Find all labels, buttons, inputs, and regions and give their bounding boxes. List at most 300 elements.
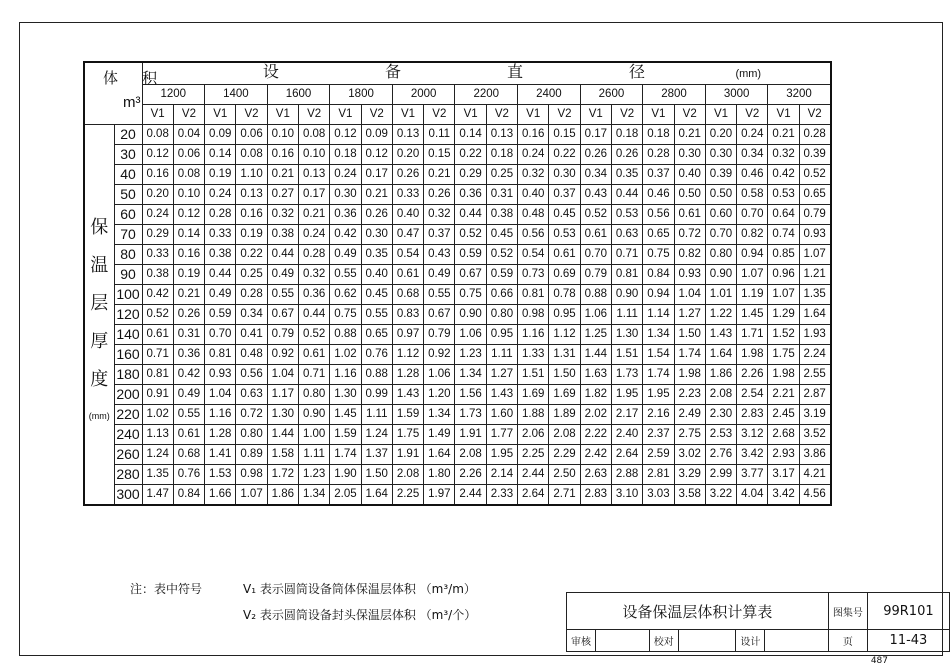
- volume-cell: 0.90: [298, 405, 329, 425]
- thickness-cell: 280: [114, 465, 142, 485]
- thickness-cell: 120: [114, 305, 142, 325]
- volume-cell: 0.27: [267, 185, 298, 205]
- v1-label-cell: V1: [330, 105, 361, 125]
- volume-cell: 0.61: [674, 205, 705, 225]
- volume-cell: 0.55: [424, 285, 455, 305]
- volume-cell: 1.41: [205, 445, 236, 465]
- volume-cell: 0.70: [580, 245, 611, 265]
- volume-cell: 0.88: [330, 325, 361, 345]
- volume-cell: 0.36: [330, 205, 361, 225]
- volume-cell: 1.04: [674, 285, 705, 305]
- volume-cell: 1.17: [267, 385, 298, 405]
- diameter-cell: 2800: [643, 85, 706, 105]
- volume-cell: 0.67: [455, 265, 486, 285]
- table-row: [84, 245, 831, 265]
- volume-cell: 0.80: [236, 425, 267, 445]
- volume-cell: 0.67: [424, 305, 455, 325]
- volume-cell: 3.52: [799, 425, 830, 445]
- volume-cell: 0.59: [455, 245, 486, 265]
- thickness-cell: 90: [114, 265, 142, 285]
- volume-cell: 0.10: [267, 125, 298, 145]
- volume-cell: 0.33: [142, 245, 173, 265]
- volume-cell: 1.23: [455, 345, 486, 365]
- volume-cell: 1.74: [330, 445, 361, 465]
- volume-cell: 1.49: [424, 425, 455, 445]
- atlas-number: 99R101: [867, 593, 949, 630]
- volume-cell: 1.07: [799, 245, 830, 265]
- volume-cell: 1.72: [267, 465, 298, 485]
- volume-cell: 0.24: [737, 125, 768, 145]
- v1-label-cell: V1: [580, 105, 611, 125]
- volume-cell: 0.25: [486, 165, 517, 185]
- volume-cell: 1.98: [737, 345, 768, 365]
- page-code: 11-43: [867, 630, 949, 652]
- volume-cell: 2.83: [737, 405, 768, 425]
- table-row: [84, 165, 831, 185]
- volume-cell: 0.32: [267, 205, 298, 225]
- volume-cell: 1.24: [361, 425, 392, 445]
- volume-cell: 0.16: [236, 205, 267, 225]
- volume-cell: 0.45: [361, 285, 392, 305]
- volume-cell: 2.93: [768, 445, 799, 465]
- volume-cell: 3.29: [674, 465, 705, 485]
- volume-cell: 0.20: [705, 125, 736, 145]
- volume-cell: 0.46: [643, 185, 674, 205]
- volume-cell: 0.16: [267, 145, 298, 165]
- volume-cell: 2.50: [549, 465, 580, 485]
- v1-label-cell: V1: [142, 105, 173, 125]
- volume-cell: 1.69: [549, 385, 580, 405]
- volume-cell: 1.35: [799, 285, 830, 305]
- thickness-cell: 180: [114, 365, 142, 385]
- table-row: [84, 425, 831, 445]
- volume-cell: 0.97: [392, 325, 423, 345]
- volume-cell: 2.02: [580, 405, 611, 425]
- volume-cell: 1.93: [799, 325, 830, 345]
- volume-cell: 0.20: [142, 185, 173, 205]
- volume-cell: 0.72: [674, 225, 705, 245]
- volume-cell: 0.32: [768, 145, 799, 165]
- table-row: [84, 265, 831, 285]
- thickness-cell: 220: [114, 405, 142, 425]
- volume-cell: 0.91: [142, 385, 173, 405]
- volume-cell: 2.40: [611, 425, 642, 445]
- v2-label-cell: V2: [674, 105, 705, 125]
- volume-cell: 0.28: [799, 125, 830, 145]
- diameter-title-char: 设: [262, 64, 281, 81]
- v1-label-cell: V1: [643, 105, 674, 125]
- volume-cell: 1.11: [361, 405, 392, 425]
- volume-cell: 1.71: [737, 325, 768, 345]
- thickness-cell: 80: [114, 245, 142, 265]
- volume-cell: 1.50: [674, 325, 705, 345]
- volume-cell: 3.42: [768, 485, 799, 506]
- v1-label-cell: V1: [267, 105, 298, 125]
- volume-cell: 2.75: [674, 425, 705, 445]
- volume-cell: 0.55: [330, 265, 361, 285]
- volume-cell: 2.83: [580, 485, 611, 506]
- volume-cell: 0.80: [705, 245, 736, 265]
- thickness-cell: 70: [114, 225, 142, 245]
- volume-cell: 3.17: [768, 465, 799, 485]
- volume-cell: 1.02: [142, 405, 173, 425]
- volume-cell: 2.81: [643, 465, 674, 485]
- volume-cell: 0.70: [737, 205, 768, 225]
- volume-cell: 2.44: [455, 485, 486, 506]
- volume-cell: 0.49: [267, 265, 298, 285]
- volume-cell: 3.10: [611, 485, 642, 506]
- volume-cell: 1.44: [267, 425, 298, 445]
- volume-cell: 1.20: [424, 385, 455, 405]
- volume-cell: 0.55: [173, 405, 204, 425]
- volume-cell: 3.03: [643, 485, 674, 506]
- thickness-label-char: 度: [90, 369, 109, 389]
- v1-label-cell: V1: [455, 105, 486, 125]
- volume-cell: 0.61: [173, 425, 204, 445]
- volume-cell: 3.02: [674, 445, 705, 465]
- volume-cell: 3.12: [737, 425, 768, 445]
- volume-cell: 2.25: [392, 485, 423, 506]
- volume-cell: 0.22: [455, 145, 486, 165]
- volume-cell: 0.43: [580, 185, 611, 205]
- volume-cell: 0.13: [486, 125, 517, 145]
- volume-cell: 3.77: [737, 465, 768, 485]
- note-v2: V₂ 表示圆筒设备封头保温层体积 （m³/个）: [243, 608, 477, 622]
- diameter-cell: 3200: [768, 85, 831, 105]
- volume-cell: 0.49: [424, 265, 455, 285]
- volume-cell: 0.08: [173, 165, 204, 185]
- volume-cell: 2.06: [518, 425, 549, 445]
- volume-cell: 0.32: [424, 205, 455, 225]
- volume-cell: 0.22: [236, 245, 267, 265]
- volume-cell: 1.12: [392, 345, 423, 365]
- volume-cell: 0.38: [486, 205, 517, 225]
- volume-cell: 0.52: [486, 245, 517, 265]
- volume-cell: 0.42: [173, 365, 204, 385]
- check-signature: [678, 630, 736, 652]
- volume-cell: 1.44: [580, 345, 611, 365]
- volume-cell: 1.19: [737, 285, 768, 305]
- volume-cell: 1.64: [361, 485, 392, 506]
- volume-cell: 0.61: [392, 265, 423, 285]
- volume-cell: 1.88: [518, 405, 549, 425]
- volume-cell: 0.33: [392, 185, 423, 205]
- volume-cell: 1.64: [424, 445, 455, 465]
- volume-cell: 0.22: [549, 145, 580, 165]
- volume-cell: 1.30: [611, 325, 642, 345]
- volume-cell: 0.28: [236, 285, 267, 305]
- volume-cell: 0.76: [173, 465, 204, 485]
- volume-cell: 0.94: [643, 285, 674, 305]
- volume-cell: 2.21: [768, 385, 799, 405]
- volume-cell: 1.30: [330, 385, 361, 405]
- volume-cell: 0.39: [799, 145, 830, 165]
- volume-cell: 1.07: [236, 485, 267, 506]
- volume-label: 体 积: [103, 70, 168, 87]
- volume-cell: 0.61: [298, 345, 329, 365]
- volume-cell: 0.26: [424, 185, 455, 205]
- volume-cell: 2.25: [518, 445, 549, 465]
- v2-label-cell: V2: [549, 105, 580, 125]
- volume-cell: 0.52: [455, 225, 486, 245]
- volume-cell: 0.44: [455, 205, 486, 225]
- volume-cell: 0.95: [486, 325, 517, 345]
- volume-cell: 0.96: [768, 265, 799, 285]
- volume-cell: 1.80: [424, 465, 455, 485]
- volume-cell: 1.13: [142, 425, 173, 445]
- title-block: [566, 592, 950, 652]
- diameter-title-char: 径: [628, 64, 647, 81]
- volume-cell: 0.52: [799, 165, 830, 185]
- volume-cell: 0.09: [361, 125, 392, 145]
- volume-cell: 0.41: [236, 325, 267, 345]
- volume-cell: 0.08: [142, 125, 173, 145]
- volume-cell: 0.75: [455, 285, 486, 305]
- volume-cell: 0.64: [768, 205, 799, 225]
- volume-cell: 0.71: [142, 345, 173, 365]
- volume-cell: 0.49: [173, 385, 204, 405]
- volume-cell: 2.24: [799, 345, 830, 365]
- volume-cell: 0.10: [173, 185, 204, 205]
- table-row: [84, 205, 831, 225]
- volume-cell: 1.37: [361, 445, 392, 465]
- v2-label-cell: V2: [173, 105, 204, 125]
- volume-cell: 0.17: [361, 165, 392, 185]
- volume-cell: 1.29: [768, 305, 799, 325]
- volume-cell: 2.71: [549, 485, 580, 506]
- volume-cell: 0.26: [173, 305, 204, 325]
- volume-cell: 0.20: [392, 145, 423, 165]
- volume-cell: 1.77: [486, 425, 517, 445]
- volume-cell: 4.04: [737, 485, 768, 506]
- thickness-cell: 60: [114, 205, 142, 225]
- volume-cell: 0.65: [799, 185, 830, 205]
- volume-cell: 0.40: [361, 265, 392, 285]
- volume-cell: 0.24: [518, 145, 549, 165]
- volume-cell: 1.50: [361, 465, 392, 485]
- volume-cell: 0.82: [737, 225, 768, 245]
- volume-cell: 0.85: [768, 245, 799, 265]
- volume-cell: 0.40: [518, 185, 549, 205]
- volume-cell: 0.78: [549, 285, 580, 305]
- volume-cell: 0.44: [298, 305, 329, 325]
- volume-cell: 0.13: [236, 185, 267, 205]
- volume-cell: 0.24: [205, 185, 236, 205]
- volume-cell: 0.15: [549, 125, 580, 145]
- table-row: [84, 125, 831, 145]
- volume-cell: 0.04: [173, 125, 204, 145]
- volume-cell: 0.49: [330, 245, 361, 265]
- volume-cell: 0.19: [173, 265, 204, 285]
- thickness-cell: 300: [114, 485, 142, 506]
- page-number: 487: [870, 656, 888, 666]
- volume-cell: 1.98: [768, 365, 799, 385]
- volume-cell: 0.88: [580, 285, 611, 305]
- volume-cell: 2.26: [737, 365, 768, 385]
- volume-cell: 2.49: [674, 405, 705, 425]
- volume-cell: 0.45: [486, 225, 517, 245]
- volume-cell: 1.47: [142, 485, 173, 506]
- volume-cell: 1.30: [267, 405, 298, 425]
- volume-cell: 0.63: [611, 225, 642, 245]
- volume-cell: 1.33: [518, 345, 549, 365]
- diameter-cell: 1200: [142, 85, 205, 105]
- volume-cell: 1.95: [643, 385, 674, 405]
- volume-cell: 0.16: [173, 245, 204, 265]
- thickness-cell: 240: [114, 425, 142, 445]
- volume-cell: 1.74: [674, 345, 705, 365]
- volume-cell: 0.83: [392, 305, 423, 325]
- volume-cell: 0.13: [298, 165, 329, 185]
- volume-cell: 0.15: [424, 145, 455, 165]
- volume-cell: 1.86: [267, 485, 298, 506]
- volume-cell: 0.68: [173, 445, 204, 465]
- volume-cell: 2.08: [455, 445, 486, 465]
- volume-cell: 0.11: [424, 125, 455, 145]
- volume-cell: 1.74: [643, 365, 674, 385]
- volume-cell: 0.32: [298, 265, 329, 285]
- volume-cell: 1.12: [549, 325, 580, 345]
- volume-cell: 0.80: [486, 305, 517, 325]
- volume-cell: 0.79: [424, 325, 455, 345]
- volume-cell: 0.30: [705, 145, 736, 165]
- volume-cell: 0.82: [674, 245, 705, 265]
- v2-label-cell: V2: [361, 105, 392, 125]
- volume-cell: 0.43: [424, 245, 455, 265]
- volume-cell: 1.27: [486, 365, 517, 385]
- volume-cell: 0.40: [674, 165, 705, 185]
- volume-cell: 0.68: [392, 285, 423, 305]
- volume-cell: 0.81: [611, 265, 642, 285]
- volume-cell: 0.42: [768, 165, 799, 185]
- volume-cell: 0.48: [236, 345, 267, 365]
- volume-cell: 0.92: [424, 345, 455, 365]
- volume-cell: 0.79: [799, 205, 830, 225]
- volume-cell: 1.06: [580, 305, 611, 325]
- diameter-header: [142, 62, 831, 85]
- v1-label-cell: V1: [205, 105, 236, 125]
- volume-cell: 0.26: [580, 145, 611, 165]
- volume-cell: 1.11: [298, 445, 329, 465]
- volume-cell: 0.52: [142, 305, 173, 325]
- volume-cell: 1.16: [330, 365, 361, 385]
- volume-cell: 1.45: [737, 305, 768, 325]
- volume-cell: 2.37: [643, 425, 674, 445]
- volume-cell: 1.51: [611, 345, 642, 365]
- volume-cell: 2.45: [768, 405, 799, 425]
- volume-cell: 0.30: [361, 225, 392, 245]
- volume-cell: 3.86: [799, 445, 830, 465]
- volume-cell: 0.26: [392, 165, 423, 185]
- volume-cell: 2.08: [392, 465, 423, 485]
- volume-cell: 0.99: [361, 385, 392, 405]
- volume-cell: 0.31: [173, 325, 204, 345]
- volume-cell: 0.71: [611, 245, 642, 265]
- volume-cell: 0.39: [705, 165, 736, 185]
- volume-cell: 2.88: [611, 465, 642, 485]
- v2-label-cell: V2: [737, 105, 768, 125]
- volume-cell: 2.29: [549, 445, 580, 465]
- volume-cell: 0.36: [455, 185, 486, 205]
- volume-cell: 1.35: [142, 465, 173, 485]
- volume-cell: 0.53: [611, 205, 642, 225]
- volume-cell: 0.70: [705, 225, 736, 245]
- table-row: [84, 305, 831, 325]
- volume-cell: 1.11: [611, 305, 642, 325]
- volume-cell: 0.30: [549, 165, 580, 185]
- volume-cell: 0.29: [455, 165, 486, 185]
- volume-cell: 0.34: [580, 165, 611, 185]
- volume-cell: 3.22: [705, 485, 736, 506]
- table-row: [84, 285, 831, 305]
- volume-cell: 2.63: [580, 465, 611, 485]
- volume-cell: 0.88: [361, 365, 392, 385]
- volume-cell: 1.07: [737, 265, 768, 285]
- volume-cell: 0.75: [330, 305, 361, 325]
- volume-cell: 0.29: [142, 225, 173, 245]
- volume-cell: 1.34: [455, 365, 486, 385]
- design-label: 设计: [736, 630, 765, 652]
- thickness-unit: (mm): [88, 411, 110, 421]
- volume-cell: 1.10: [236, 165, 267, 185]
- volume-cell: 2.23: [674, 385, 705, 405]
- volume-cell: 0.24: [142, 205, 173, 225]
- volume-cell: 0.24: [330, 165, 361, 185]
- volume-cell: 2.64: [518, 485, 549, 506]
- volume-cell: 0.70: [205, 325, 236, 345]
- volume-cell: 0.90: [455, 305, 486, 325]
- volume-cell: 1.14: [643, 305, 674, 325]
- volume-cell: 0.61: [142, 325, 173, 345]
- v2-label-cell: V2: [298, 105, 329, 125]
- volume-cell: 0.79: [267, 325, 298, 345]
- volume-cell: 0.79: [580, 265, 611, 285]
- volume-cell: 4.56: [799, 485, 830, 506]
- thickness-label-char: 温: [90, 255, 109, 275]
- v2-label-cell: V2: [236, 105, 267, 125]
- diameter-unit: (mm): [735, 68, 762, 80]
- volume-cell: 0.37: [424, 225, 455, 245]
- volume-cell: 1.64: [799, 305, 830, 325]
- volume-cell: 1.53: [205, 465, 236, 485]
- volume-cell: 0.42: [142, 285, 173, 305]
- volume-cell: 0.12: [142, 145, 173, 165]
- volume-cell: 0.16: [518, 125, 549, 145]
- volume-cell: 0.10: [298, 145, 329, 165]
- volume-cell: 0.16: [142, 165, 173, 185]
- volume-cell: 1.06: [424, 365, 455, 385]
- volume-cell: 1.51: [518, 365, 549, 385]
- thickness-label-char: 厚: [90, 331, 109, 351]
- volume-cell: 0.21: [424, 165, 455, 185]
- volume-cell: 1.66: [205, 485, 236, 506]
- volume-cell: 1.01: [705, 285, 736, 305]
- volume-cell: 0.54: [518, 245, 549, 265]
- thickness-cell: 140: [114, 325, 142, 345]
- volume-cell: 0.36: [173, 345, 204, 365]
- volume-cell: 2.17: [611, 405, 642, 425]
- volume-cell: 0.19: [236, 225, 267, 245]
- volume-cell: 1.16: [518, 325, 549, 345]
- volume-cell: 1.31: [549, 345, 580, 365]
- volume-cell: 1.50: [549, 365, 580, 385]
- table-row: [84, 185, 831, 205]
- volume-cell: 2.22: [580, 425, 611, 445]
- volume-cell: 1.34: [298, 485, 329, 506]
- volume-cell: 0.63: [236, 385, 267, 405]
- volume-cell: 2.68: [768, 425, 799, 445]
- volume-cell: 0.75: [643, 245, 674, 265]
